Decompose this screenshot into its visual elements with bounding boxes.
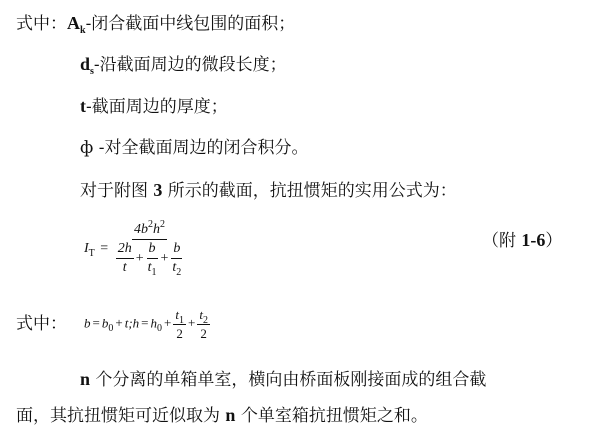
def-f2-num [197,307,210,325]
d2-numerator: b [147,241,158,259]
formula-main-fraction [114,219,186,278]
def-f1-den: 2 [176,326,183,341]
def-eq-2: = [141,315,149,331]
symbol-d: d [80,54,91,74]
def-f2-num-sub: 2 [202,315,208,326]
numerator-exp-1: 2 [147,219,153,230]
lead-text-2: 式中： [16,314,67,334]
def-f2-den: 2 [200,326,207,341]
numerator-4b: 4b [133,222,148,237]
formula-label [482,229,562,252]
def-t: t [124,315,129,331]
para-6-text-1: 个分离的单箱单室，横向由桥面板刚接面成的组合截 [90,370,487,390]
def-h0-sub: 0 [157,323,162,335]
def-h: h [132,315,140,331]
formula-1-6 [84,219,185,278]
para-4 [80,137,308,159]
formula-lhs-subscript: T [88,248,95,260]
denominator-fraction-3 [170,241,183,276]
para-5 [80,179,457,202]
def-plus-1: + [115,315,123,331]
d2-den-t: t [147,260,152,275]
where-2-lead [16,313,67,335]
para-1-text: -闭合截面中线包围的面积； [85,14,296,34]
d3-numerator: b [171,241,182,259]
para-5-pre: 对于附图 [80,181,154,201]
para-6-text-2-pre: 面，其抗扭惯矩可近似取为 [16,406,226,426]
def-f1-num-t: t [175,307,179,322]
symbol-n-1: n [80,369,91,389]
def-fraction-2 [197,307,210,342]
para-1 [16,12,295,38]
numerator-exp-2: 2 [159,219,165,230]
d3-den-t: t [172,260,177,275]
label-open: （附 [482,231,522,251]
formula-denominator [114,240,186,276]
formula-lhs: I [84,241,89,257]
denominator-fraction-2 [146,241,159,276]
def-semicolon: ; [128,315,133,331]
symbol-A: A [67,13,80,33]
def-h0: h [150,315,157,331]
formula-equals: = [100,241,109,257]
def-plus-2: + [164,315,172,331]
label-number: 1-6 [521,230,546,250]
para-2 [80,53,287,79]
para-3 [80,95,228,118]
d2-denominator [146,259,159,276]
label-close: ） [545,231,563,251]
para-4-text: -对全截面周边的闭合积分。 [93,138,309,158]
d3-denominator [170,259,183,276]
symbol-A-subscript: k [80,25,86,36]
def-f1-num-sub: 1 [178,315,184,326]
def-b: b [84,315,91,331]
denominator-fraction-1 [116,241,134,276]
def-eq-1: = [92,315,100,331]
plus-2: + [160,250,169,266]
lead-text-1: 式中： [16,14,67,34]
d2-den-sub: 1 [151,267,157,278]
para-2-text: -沿截面周边的微段长度； [93,55,287,75]
para-6-line-2 [16,404,428,427]
def-f1-num [173,307,186,325]
para-6-text-2-post: 个单室箱抗扭惯矩之和。 [235,406,428,426]
numerator-h: h [152,222,160,237]
formula-definitions [84,307,210,342]
d1-numerator: 2h [116,241,134,259]
d1-denominator: t [122,260,127,275]
symbol-d-subscript: s [90,66,94,77]
figure-number: 3 [153,180,163,200]
para-6-line-1 [80,368,486,391]
para-5-post: 所示的截面，抗扭惯矩的实用公式为： [162,181,457,201]
def-b0: b [101,315,109,331]
symbol-n-2: n [225,405,236,425]
def-b0-sub: 0 [108,323,114,335]
para-3-text: -截面周边的厚度； [86,97,228,117]
d3-den-sub: 2 [176,267,182,278]
def-f2-num-t: t [199,307,203,322]
formula-numerator [132,219,167,240]
def-fraction-1 [173,307,186,342]
symbol-t: t [80,96,86,116]
plus-1: + [135,250,144,266]
symbol-phi: ф [80,138,94,158]
def-plus-3: + [187,315,196,331]
